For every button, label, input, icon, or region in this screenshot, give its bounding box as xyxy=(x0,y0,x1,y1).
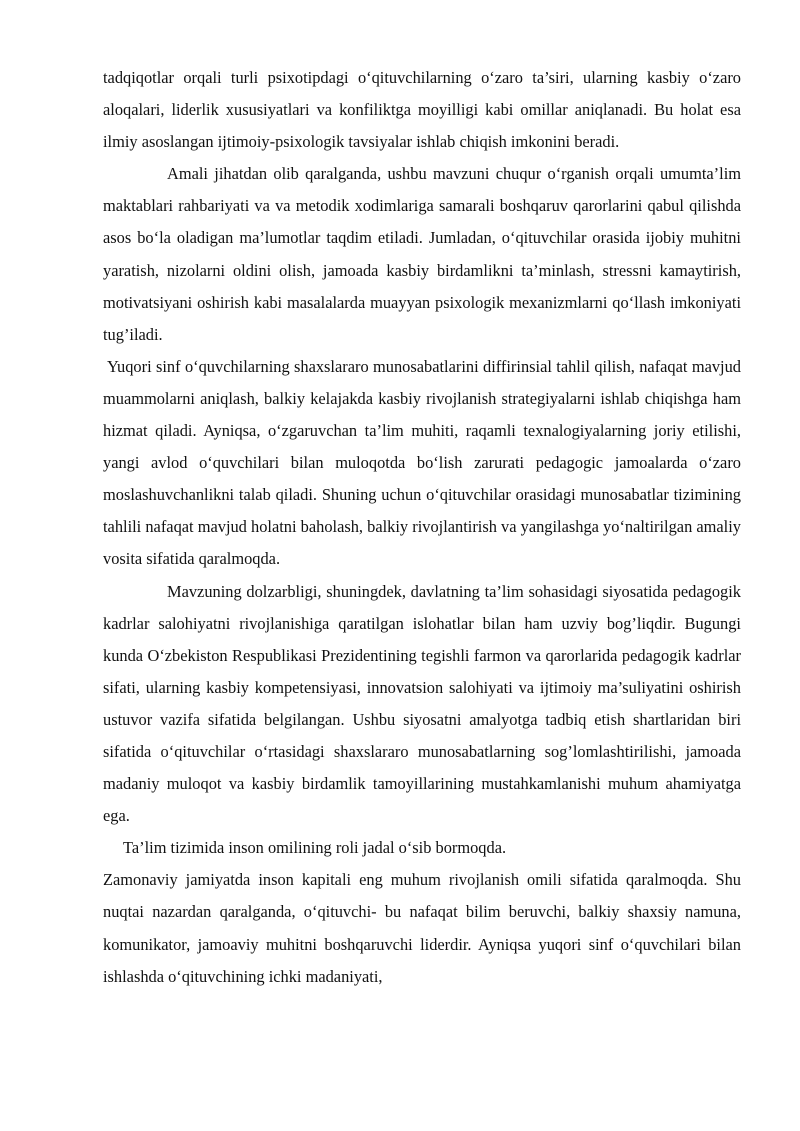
paragraph-3: Yuqori sinf o‘quvchilarning shaxslararo munosabatlarini diffirinsial tahlil qilish, nafaqat mavjud muammolarni aniqlash, balkiy kelajakda kasbiy rivojlanish strategiyalarni ishlab chiqishga ham hizmat qiladi. Ayniqsa, o‘zgaruvchan ta’lim muhiti, raqamli texnalogiyalarning joriy etilishi, yangi avlod o‘quvchilari bilan muloqotda bo‘lish zarurati pedagogic jamoalarda o‘zaro moslashuvchanlikni talab qiladi. Shuning uchun o‘qituvchilar orasidagi munosabatlar tizimining tahlili nafaqat mavjud holatni baholash, balkiy rivojlantirish va yangilashga yo‘naltirilgan amaliy vosita sifatida qaralmoqda. xyxy=(103,356,741,569)
paragraph-1: tadqiqotlar orqali turli psixotipdagi o‘qituvchilarning o‘zaro ta’siri, ularning kasbiy o‘zaro aloqalari, liderlik xususiyatlari va konfiliktga moyilligi kabi omillar aniqlanadi. Bu holat esa ilmiy asoslangan ijtimoiy-psixologik tavsiyalar ishlab chiqish imkonini beradi. xyxy=(103,68,741,152)
paragraph-6: Zamonaviy jamiyatda inson kapitali eng muhum rivojlanish omili sifatida qaralmoqda. Shu nuqtai nazardan qaralganda, o‘qituvchi- bu nafaqat bilim beruvchi, balkiy shaxsiy namuna, komunikator, jamoaviy muhitni boshqaruvchi liderdir. Ayniqsa yuqori sinf o‘quvchilari bilan ishlashda o‘qituvchining ichki madaniyati, xyxy=(103,870,741,986)
paragraph-4: Mavzuning dolzarbligi, shuningdek, davlatning ta’lim sohasidagi siyosatida pedagogik kadrlar salohiyatni rivojlanishiga qaratilgan islohatlar bilan ham uzviy bog’liqdir. Bugungi kunda O‘zbekiston Respublikasi Prezidentining tegishli farmon va qarorlarida pedagogik kadrlar sifati, ularning kasbiy kompetensiyasi, innovatsion salohiyati va ijtimoiy ma’suliyatini oshirish ustuvor vazifa sifatida belgilangan. Ushbu siyosatni amalyotga tadbiq etish shartlaridan biri sifatida o‘qituvchilar o‘rtasidagi shaxslararo munosabatlarning sog’lomlashtirilishi, jamoada madaniy muloqot va kasbiy birdamlik tamoyillarining mustahkamlanishi muhum ahamiyatga ega. xyxy=(103,581,741,826)
paragraph-2: Amali jihatdan olib qaralganda, ushbu mavzuni chuqur o‘rganish orqali umumta’lim maktablari rahbariyati va va metodik xodimlariga samarali boshqaruv qarorlarini qabul qilishda asos bo‘la oladigan ma’lumotlar taqdim etiladi. Jumladan, o‘qituvchilar orasida ijobiy muhitni yaratish, nizolarni oldini olish, jamoada kasbiy birdamlikni ta’minlash, stressni kamaytirish, motivatsiyani oshirish kabi masalalarda muayyan psixologik mexanizmlarni qo‘llash imkoniyati tug’iladi. xyxy=(103,164,741,344)
paragraph-5: Ta’lim tizimida inson omilining roli jadal o‘sib bormoqda. xyxy=(123,838,507,858)
document-page xyxy=(103,62,741,993)
